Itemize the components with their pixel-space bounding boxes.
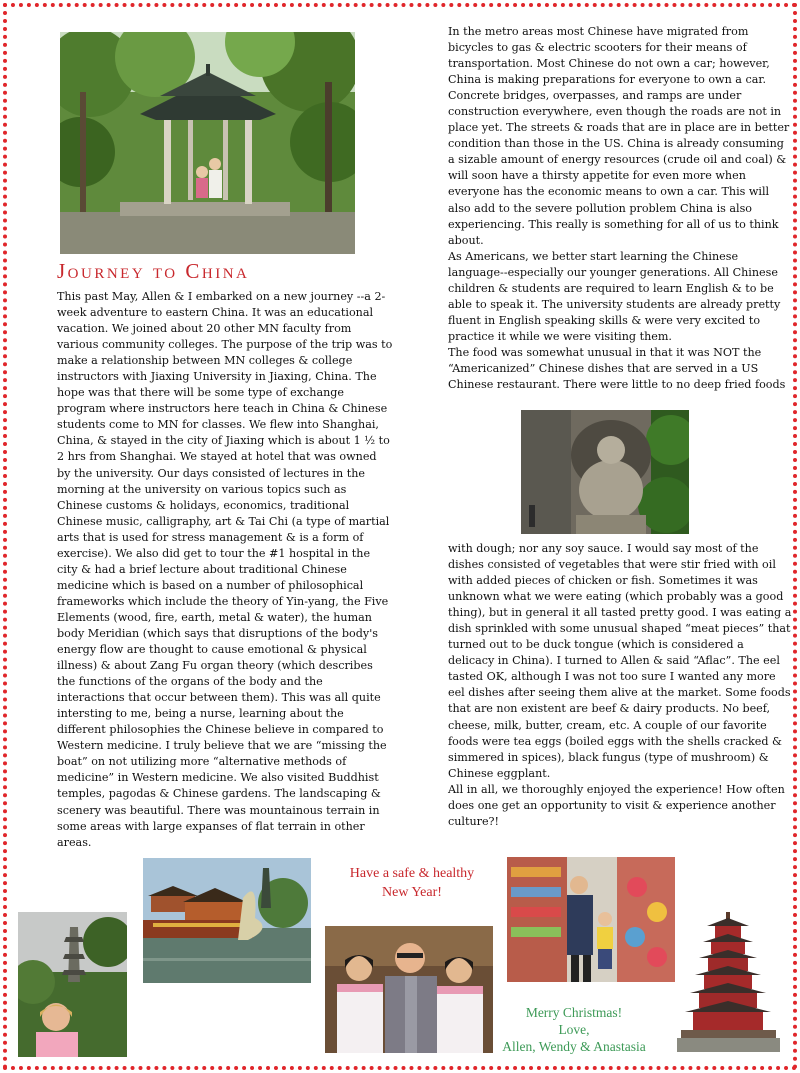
pavilion-photo (60, 32, 355, 254)
intro-paragraph: This past May, Allen & I embarked on a new journey --a 2-week adventure to eastern China. It was an educational vacation. We joined about 20 other MN faculty from various community colleges. The purpose of the trip was to make a relationship between MN colleges & college instructors with Jiaxing University in Jiaxing, China. The hope was that there will be some type of exchange program where instructors here teach in China & Chinese students come to MN for classes. We flew into Shanghai, China, & stayed in the city of Jiaxing which is about 1 ½ to 2 hrs from Shanghai. We stayed at hotel that was owned by the university. Our days consisted of lectures in the morning at the university on various topics such as Chinese customs & holidays, economics, traditional Chinese music, calligraphy, art & Tai Chi (a type of martial arts that is used for stress management & is a form of exercise). We also did get to tour the #1 hospital in the city & had a brief lecture about traditional Chinese medicine which is based on a number of philosophical frameworks which include the theory of Yin-yang, the Five Elements (wood, fire, earth, metal & water), the human body Meridian (which says that disruptions of the body's energy flow are thought to cause emotional & physical illness) & about Zang Fu organ theory (which describes the functions of the organs of the body and the interactions that occur between them). This was all quite intersting to me, being a nurse, learning about the different philosophies the Chinese believe in compared to Western medicine. I truly believe that we are “missing the boat” on not utilizing more “alternative methods of medicine” in Western medicine. We also visited Buddhist temples, pagodas & Chinese gardens. The landscaping & scenery was beautiful. There was mountainous terrain in some areas with large expanses of flat terrain in other areas. (57, 290, 393, 849)
food-paragraph-continued: with dough; nor any soy sauce. I would say most of the dishes consisted of vegetables that were stir fried with oil with added pieces of chicken or fish. Sometimes it was unknown what we were eating (which probably was a good thing), but in general it all tasted pretty good. I was eating a dish sprinkled with some unusual shaped “meat pieces” that turned out to be duck tongue (which is considered a delicacy in China). I turned to Allen & said “Aflac”. The eel tasted OK, although I was not too sure I wanted any more eel dishes after seeing them alive at the market. Some foods that are non existent are beef & dairy products. No beef, cheese, milk, butter, cream, etc. A couple of our favorite foods were tea eggs (boiled eggs with the shells cracked & simmered in spices), black fungus (type of mushroom) & Chinese eggplant. (448, 542, 792, 780)
new-year-line-1: Have a safe & healthy (349, 866, 475, 881)
christmas-line-3: Allen, Wendy & Anastasia (502, 1039, 646, 1054)
group-photo (325, 926, 493, 1053)
christmas-line-2: Love, (558, 1022, 590, 1037)
transportation-paragraph: In the metro areas most Chinese have migrated from bicycles to gas & electric scooters for their means of transportation. Most Chinese do not own a car; however, China is making preparations for everyone to own a car. Concrete bridges, overpasses, and ramps are under construction everywhere, even though the roads are not in place yet. The streets & roads that are in place are in better condition than those in the US. China is already consuming a sizable amount of energy resources (crude oil and coal) & will soon have a thirsty appetite for even more when everyone has the economic means to own a car. This will also add to the severe pollution problem China is also experiencing. This really is something for all of us to think about. (448, 25, 790, 247)
shop-photo (507, 857, 675, 982)
food-paragraph-start: The food was somewhat unusual in that it was NOT the “Americanized” Chinese dishes that are served in a US Chinese restaurant. There were little to no deep fried foods (448, 345, 786, 392)
dragon-boat-photo (143, 858, 311, 983)
article-title: Journey to China (57, 259, 250, 283)
red-pagoda-photo (677, 912, 780, 1052)
wendy-pagoda-photo (18, 912, 127, 1057)
right-column-bottom (448, 541, 792, 830)
right-column-top (448, 24, 792, 393)
christmas-line-1: Merry Christmas! (525, 1005, 623, 1020)
closing-paragraph: All in all, we thoroughly enjoyed the experience! How often does one get an opportunity to visit & experience another culture?! (448, 782, 785, 828)
language-paragraph: As Americans, we better start learning the Chinese language--especially our younger generations. All Chinese children & students are required to learn English & to be able to speak it. The university students are already pretty fluent in English speaking skills & were very excited to practice it while we were visiting them. (448, 249, 781, 343)
buddha-carving-photo (521, 410, 689, 534)
left-column (57, 289, 393, 851)
new-year-greeting (320, 864, 504, 902)
new-year-line-2: New Year! (382, 885, 442, 900)
christmas-greeting (494, 1004, 654, 1055)
